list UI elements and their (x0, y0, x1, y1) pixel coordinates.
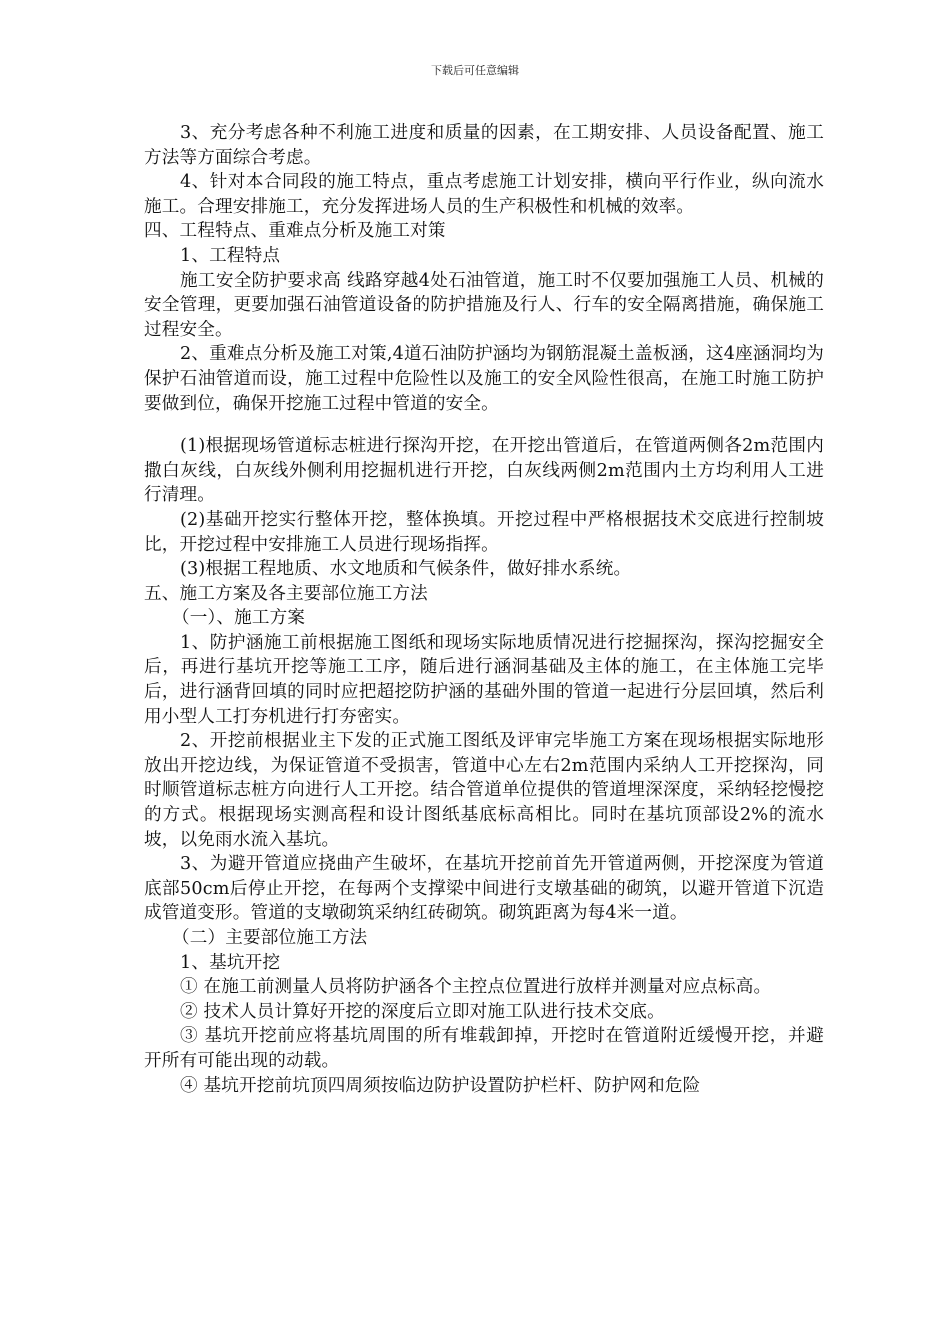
paragraph: 3、为避开管道应挠曲产生破坏，在基坑开挖前首先开管道两侧，开挖深度为管道底部50cm后停止开挖，在每两个支撑梁中间进行支墩基础的砌筑，以避开管道下沉造成管道变形。管道的支墩砌筑采纳红砖砌筑。砌筑距离为每4米一道。 (144, 854, 824, 924)
subsection-heading: 1、基坑开挖 (180, 952, 281, 973)
paragraph: 施工安全防护要求高 线路穿越4处石油管道，施工时不仅要加强施工人员、机械的安全管理，更要加强石油管道设备的防护措施及行人、行车的安全隔离措施，确保施工过程安全。 (144, 270, 824, 340)
paragraph-spacer (144, 416, 824, 434)
paragraph: 4、针对本合同段的施工特点，重点考虑施工计划安排，横向平行作业，纵向流水施工。合理安排施工，充分发挥进场人员的生产积极性和机械的效率。 (144, 172, 824, 217)
document-body (144, 121, 824, 1098)
list-item: ② 技术人员计算好开挖的深度后立即对施工队进行技术交底。 (180, 1001, 665, 1022)
paragraph: 1、防护涵施工前根据施工图纸和现场实际地质情况进行挖掘探沟，探沟挖掘安全后，再进行基坑开挖等施工工序，随后进行涵洞基础及主体的施工，在主体施工完毕后，进行涵背回填的同时应把超挖防护涵的基础外围的管道一起进行分层回填，然后利用小型人工打夯机进行打夯密实。 (144, 632, 824, 727)
subsection-heading: 1、工程特点 (180, 245, 281, 266)
paragraph: (1)根据现场管道标志桩进行探沟开挖，在开挖出管道后，在管道两侧各2m范围内撒白灰线，白灰线外侧利用挖掘机进行开挖，白灰线两侧2m范围内土方均利用人工进行清理。 (144, 436, 824, 506)
paragraph: 3、充分考虑各种不利施工进度和质量的因素，在工期安排、人员设备配置、施工方法等方面综合考虑。 (144, 123, 824, 168)
paragraph: 2、开挖前根据业主下发的正式施工图纸及评审完毕施工方案在现场根据实际地形放出开挖边线，为保证管道不受损害，管道中心左右2m范围内采纳人工开挖探沟，同时顺管道标志桩方向进行人工开挖。结合管道单位提供的管道埋深深度，采纳轻挖慢挖的方式。根据现场实测高程和设计图纸基底标高相比。同时在基坑顶部设2%的流水坡，以免雨水流入基坑。 (144, 731, 824, 850)
section-heading: 五、施工方案及各主要部位施工方法 (144, 583, 428, 604)
subsection-heading: （一）、施工方案 (172, 608, 306, 629)
paragraph: (2)基础开挖实行整体开挖，整体换填。开挖过程中严格根据技术交底进行控制坡比，开挖过程中安排施工人员进行现场指挥。 (144, 509, 824, 555)
list-item: ④ 基坑开挖前坑顶四周须按临边防护设置防护栏杆、防护网和危险 (180, 1075, 701, 1096)
page-header: 下载后可任意编辑 (431, 64, 519, 77)
list-item: ① 在施工前测量人员将防护涵各个主控点位置进行放样并测量对应点标高。 (180, 977, 772, 998)
section-heading: 四、工程特点、重难点分析及施工对策 (144, 221, 446, 242)
list-item: ③ 基坑开挖前应将基坑周围的所有堆载卸掉，开挖时在管道附近缓慢开挖，并避开所有可能出现的动载。 (144, 1026, 824, 1071)
paragraph: 2、重难点分析及施工对策,4道石油防护涵均为钢筋混凝土盖板涵，这4座涵洞均为保护石油管道而设，施工过程中危险性以及施工的安全风险性很高，在施工时施工防护要做到位，确保开挖施工过程中管道的安全。 (144, 344, 824, 414)
paragraph: (3)根据工程地质、水文地质和气候条件，做好排水系统。 (180, 559, 632, 580)
subsection-heading: （二）主要部位施工方法 (172, 928, 368, 948)
